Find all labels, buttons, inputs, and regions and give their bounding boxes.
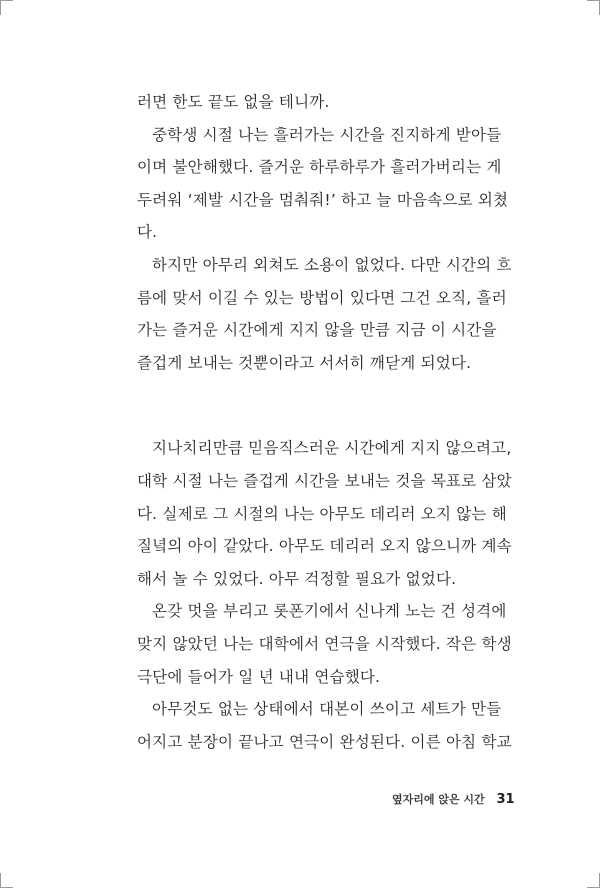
text-line: 다.	[137, 223, 158, 242]
text-line: 하지만 아무리 외쳐도 소용이 없었다. 다만 시간의 흐	[152, 255, 512, 274]
text-line: 극단에 들어가 일 년 내내 연습했다.	[137, 667, 381, 686]
text-line: 다. 실제로 그 시절의 나는 아무도 데리러 오지 않는 해	[137, 504, 507, 523]
body-section-2	[137, 432, 512, 758]
page-number: 31	[496, 792, 515, 807]
text-line: 온갖 멋을 부리고 롯폰기에서 신나게 노는 건 성격에	[152, 602, 507, 621]
crop-mark-top-right	[587, 0, 600, 15]
page-body	[137, 86, 512, 758]
text-line: 두려워 ‘제발 시간을 멈춰줘!’ 하고 늘 마음속으로 외쳤	[137, 190, 509, 209]
body-section-1	[137, 86, 512, 379]
running-title: 옆자리에 앉은 시간	[392, 793, 485, 806]
text-line: 가는 즐거운 시간에게 지지 않을 만큼 지금 이 시간을	[137, 321, 497, 340]
text-line: 중학생 시절 나는 흘러가는 시간을 진지하게 받아들	[152, 125, 502, 144]
text-line: 지나치리만큼 믿음직스러운 시간에게 지지 않으려고,	[152, 439, 512, 458]
crop-mark-top-left	[0, 0, 13, 15]
crop-mark-bottom-right	[587, 873, 600, 888]
text-line: 즐겁게 보내는 것뿐이라고 서서히 깨닫게 되었다.	[137, 353, 472, 372]
text-line: 맞지 않았던 나는 대학에서 연극을 시작했다. 작은 학생	[137, 634, 512, 653]
text-line: 어지고 분장이 끝나고 연극이 완성된다. 이른 아침 학교	[137, 732, 512, 751]
text-line: 이며 불안해했다. 즐거운 하루하루가 흘러가버리는 게	[137, 158, 502, 177]
text-line: 름에 맞서 이길 수 있는 방법이 있다면 그건 오직, 흘러	[137, 288, 507, 307]
text-line: 러면 한도 끝도 없을 테니까.	[137, 93, 330, 111]
text-line: 대학 시절 나는 즐겁게 시간을 보내는 것을 목표로 삼았	[137, 471, 512, 490]
crop-mark-bottom-left	[0, 873, 13, 888]
page-footer	[392, 791, 515, 807]
text-line: 해서 놀 수 있었다. 아무 걱정할 필요가 없었다.	[137, 569, 457, 588]
section-break	[137, 379, 467, 432]
text-line: 아무것도 없는 상태에서 대본이 쓰이고 세트가 만들	[152, 700, 502, 719]
text-line: 질녘의 아이 같았다. 아무도 데리러 오지 않으니까 계속	[137, 537, 512, 556]
